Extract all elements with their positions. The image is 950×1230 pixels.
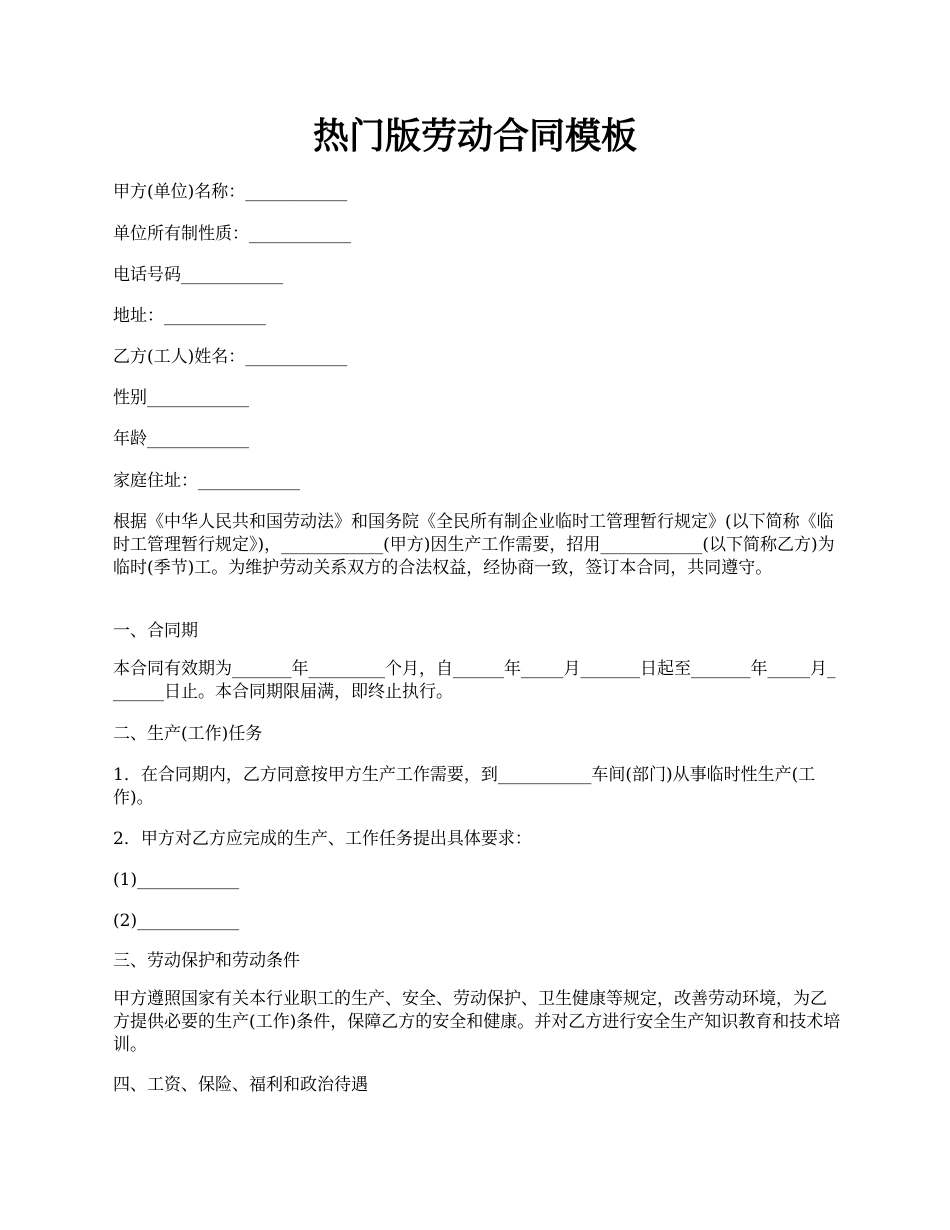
section3-heading: 三、劳动保护和劳动条件	[113, 951, 300, 971]
document-title: 热门版劳动合同模板	[312, 115, 637, 157]
field-employer-name: 甲方(单位)名称：____________	[113, 182, 348, 202]
section1-heading: 一、合同期	[113, 621, 198, 641]
preamble-paragraph: 根据《中华人民共和国劳动法》和国务院《全民所有制企业临时工管理暂行规定》(以下简称《临时工管理暂行规定》)，____________(甲方)因生产工作需要，招用____________(以下简称乙方)为临时(季节)工。为维护劳动关系双方的合法权益，经协商一致，签订本合同，共同遵守。	[113, 512, 835, 578]
field-age: 年龄____________	[113, 429, 249, 449]
field-address: 地址：____________	[113, 306, 266, 326]
section2-heading: 二、生产(工作)任务	[113, 724, 263, 744]
field-home-address: 家庭住址：____________	[113, 471, 300, 491]
section2-item2: 2．甲方对乙方应完成的生产、工作任务提出具体要求：	[113, 829, 532, 849]
field-worker-name: 乙方(工人)姓名：____________	[113, 347, 348, 367]
section2-item1: 1．在合同期内，乙方同意按甲方生产工作需要，到___________车间(部门)从事临时性生产(工作)。	[113, 765, 816, 808]
section3-text: 甲方遵照国家有关本行业职工的生产、安全、劳动保护、卫生健康等规定，改善劳动环境，为乙方提供必要的生产(工作)条件，保障乙方的安全和健康。并对乙方进行安全生产知识教育和技术培训。	[113, 989, 841, 1055]
field-ownership-nature: 单位所有制性质：____________	[113, 224, 351, 244]
field-gender: 性别____________	[113, 388, 249, 408]
section4-heading: 四、工资、保险、福利和政治待遇	[113, 1075, 368, 1095]
section1-text: 本合同有效期为_______年_________个月，自______年_____月_______日起至_______年_____月_______日止。本合同期限届满，即终止执行。	[113, 659, 836, 702]
field-phone: 电话号码____________	[113, 265, 283, 285]
section2-sub2: (2)____________	[113, 911, 240, 931]
section2-sub1: (1)____________	[113, 870, 240, 890]
